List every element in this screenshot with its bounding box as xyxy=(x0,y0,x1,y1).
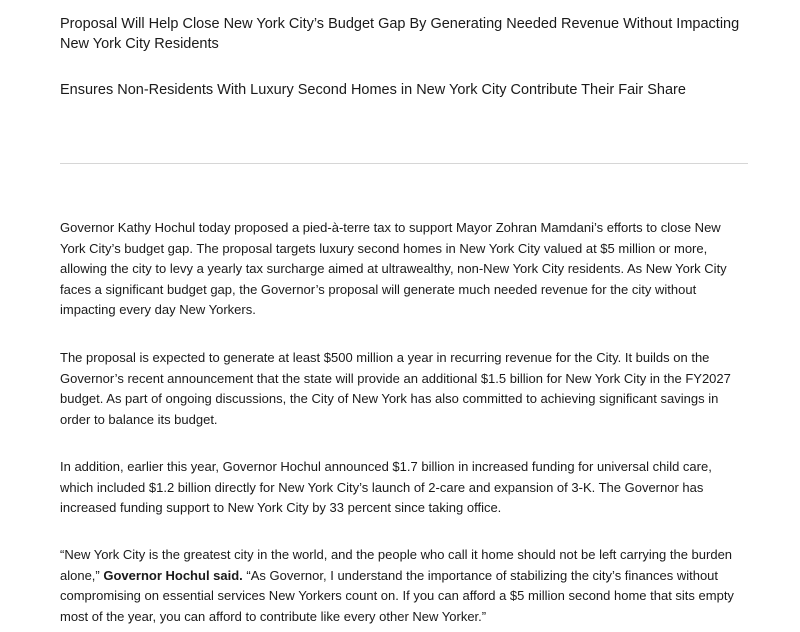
paragraph-revenue: The proposal is expected to generate at least $500 million a year in recurring revenue for the City. It builds on the Governor’s recent announcement that the state will provide an additional $1.5 billion for New York City in the FY2027 budget. As part of ongoing discussions, the City of New York has also committed to achieving significant savings in order to balance its budget. xyxy=(60,350,731,427)
quote-speaker: Governor Hochul said. xyxy=(103,567,243,583)
subheadline-secondary: Ensures Non-Residents With Luxury Second Homes in New York City Contribute Their Fair Share xyxy=(60,82,686,98)
section-divider xyxy=(60,163,748,164)
paragraph-intro: Governor Kathy Hochul today proposed a pied-à-terre tax to support Mayor Zohran Mamdani’s efforts to close New York City’s budget gap. The proposal targets luxury second homes in New York City valued at $5 million or more, allowing the city to levy a yearly tax surcharge aimed at ultrawealthy, non-New York City residents. As New York City faces a significant budget gap, the Governor’s proposal will generate much needed revenue for the city without impacting every day New Yorkers. xyxy=(60,220,727,318)
quote-part-2: “As Governor, I understand the importance of stabilizing the city’s finances without compromising on essential services New Yorkers count on. If you can afford a $5 million second home that sits empty most of the year, you can afford to contribute like every other New Yorker.” xyxy=(60,567,734,624)
subheadline-primary: Proposal Will Help Close New York City’s Budget Gap By Generating Needed Revenue Without Impacting New York City Residents xyxy=(60,16,740,52)
quote-part-1: “New York City is the greatest city in the world, and the people who call it home should not be left carrying the burden alone,” xyxy=(60,547,733,583)
paragraph-quote xyxy=(60,545,748,627)
paragraph-child-care: In addition, earlier this year, Governor Hochul announced $1.7 billion in increased funding for universal child care, which included $1.2 billion directly for New York City’s launch of 2-care and expansion of 3-K. The Governor has increased funding support to New York City by 33 percent since taking office. xyxy=(60,459,712,516)
